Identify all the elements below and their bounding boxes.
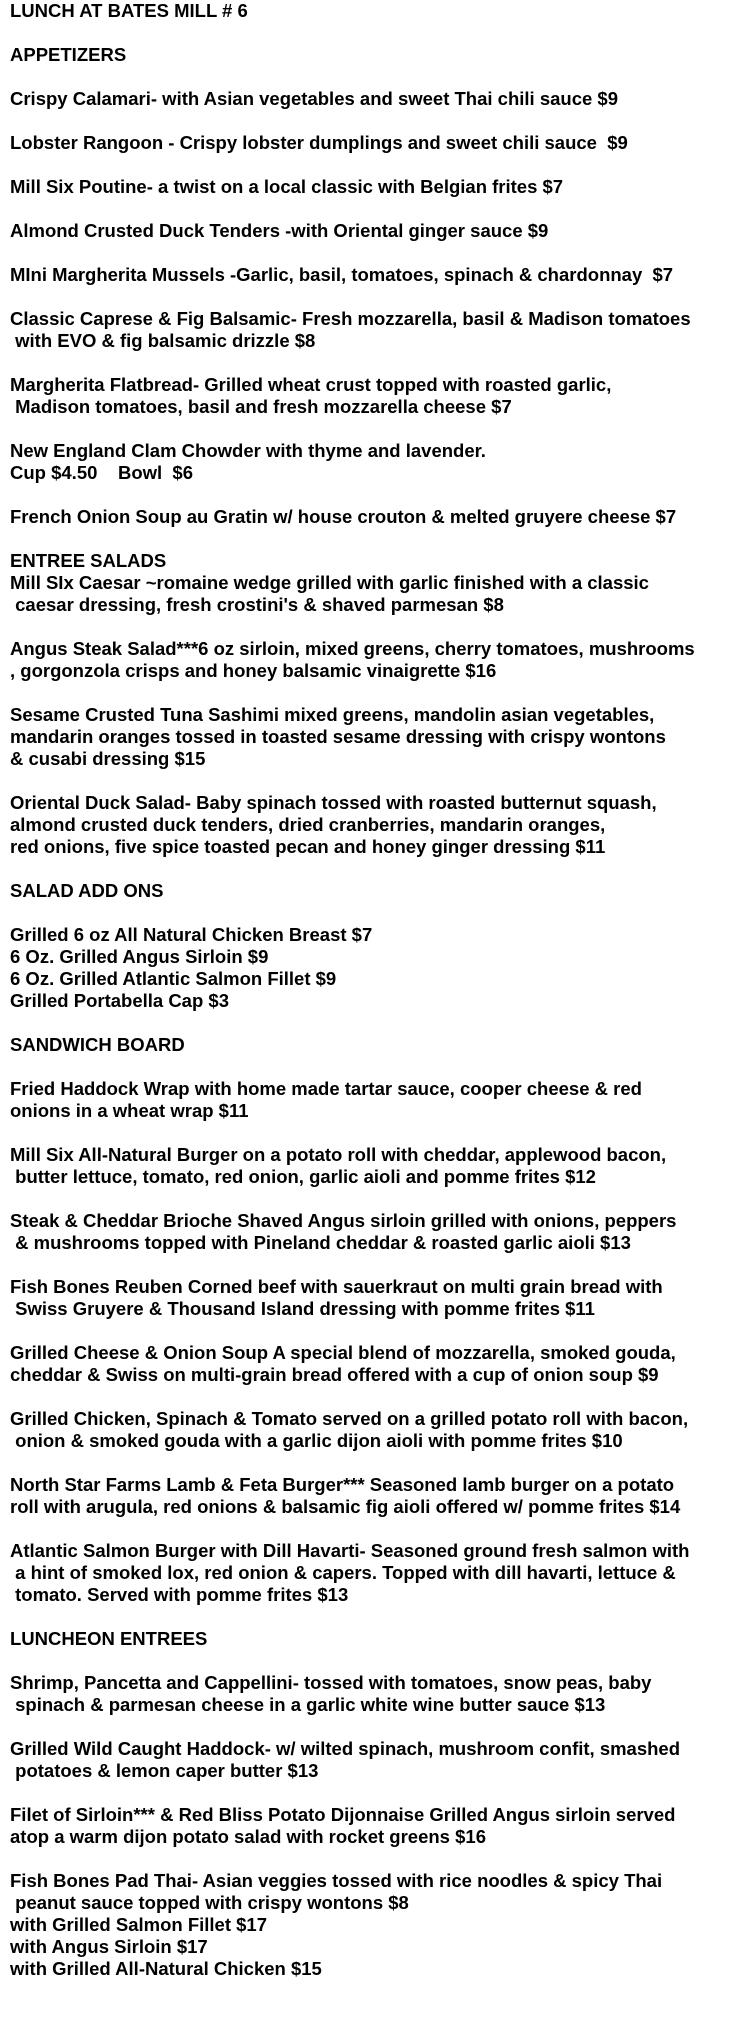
menu-item: Crispy Calamari- with Asian vegetables and sweet Thai chili sauce $9 [10, 88, 618, 109]
menu-item: Grilled Chicken, Spinach & Tomato served on a grilled potato roll with bacon, onion & smoked gouda with a garlic dijon aioli with pomme frites $10 [10, 1408, 689, 1451]
menu-item: Grilled Cheese & Onion Soup A special blend of mozzarella, smoked gouda, cheddar & Swiss on multi-grain bread offered with a cup of onion soup $9 [10, 1342, 676, 1385]
menu-item: Steak & Cheddar Brioche Shaved Angus sirloin grilled with onions, peppers & mushrooms topped with Pineland cheddar & roasted garlic aioli $13 [10, 1210, 677, 1253]
section-heading-entree-salads: ENTREE SALADS [10, 550, 167, 571]
menu-item: MIni Margherita Mussels -Garlic, basil, tomatoes, spinach & chardonnay $7 [10, 264, 674, 285]
menu-item: Almond Crusted Duck Tenders -with Oriental ginger sauce $9 [10, 220, 549, 241]
menu-item: Filet of Sirloin*** & Red Bliss Potato Dijonnaise Grilled Angus sirloin served atop a warm dijon potato salad with rocket greens $16 [10, 1804, 676, 1847]
add-on-list [10, 924, 750, 1012]
section-heading-salad-add-ons: SALAD ADD ONS [10, 880, 164, 901]
add-on-item: Grilled Portabella Cap $3 [10, 990, 229, 1011]
menu-item: Atlantic Salmon Burger with Dill Havarti- Seasoned ground fresh salmon with a hint of smoked lox, red onion & capers. Topped with dill havarti, lettuce & tomato. Served with pomme frites $13 [10, 1540, 690, 1605]
menu-item: Angus Steak Salad***6 oz sirloin, mixed greens, cherry tomatoes, mushrooms , gorgonzola crisps and honey balsamic vinaigrette $16 [10, 638, 695, 681]
section-heading-appetizers: APPETIZERS [10, 44, 127, 65]
menu-title: LUNCH AT BATES MILL # 6 [10, 0, 248, 21]
menu-item: Lobster Rangoon - Crispy lobster dumplings and sweet chili sauce $9 [10, 132, 628, 153]
menu-item: Oriental Duck Salad- Baby spinach tossed with roasted butternut squash, almond crusted duck tenders, dried cranberries, mandarin oranges, red onions, five spice toasted pecan and honey ginger dressing $11 [10, 792, 657, 857]
menu-item: French Onion Soup au Gratin w/ house crouton & melted gruyere cheese $7 [10, 506, 677, 527]
add-on-item: 6 Oz. Grilled Angus Sirloin $9 [10, 946, 269, 967]
menu-item: Mill SIx Caesar ~romaine wedge grilled with garlic finished with a classic caesar dressing, fresh crostini's & shaved parmesan $8 [10, 572, 649, 615]
menu-item: North Star Farms Lamb & Feta Burger*** Seasoned lamb burger on a potato roll with arugula, red onions & balsamic fig aioli offered w/ pomme frites $14 [10, 1474, 681, 1517]
menu-item: Sesame Crusted Tuna Sashimi mixed greens, mandolin asian vegetables, mandarin oranges tossed in toasted sesame dressing with crispy wontons & cusabi dressing $15 [10, 704, 666, 769]
add-on-item: 6 Oz. Grilled Atlantic Salmon Fillet $9 [10, 968, 337, 989]
menu-item: Classic Caprese & Fig Balsamic- Fresh mozzarella, basil & Madison tomatoes with EVO & fig balsamic drizzle $8 [10, 308, 691, 351]
menu-item: Fish Bones Pad Thai- Asian veggies tossed with rice noodles & spicy Thai peanut sauce topped with crispy wontons $8 with Grilled Salmon Fillet $17 with Angus Sirloin $17 with Grilled All-Natural Chicken $15 [10, 1870, 663, 1979]
menu-item: Fried Haddock Wrap with home made tartar sauce, cooper cheese & red onions in a wheat wrap $11 [10, 1078, 642, 1121]
menu-item: Grilled Wild Caught Haddock- w/ wilted spinach, mushroom confit, smashed potatoes & lemon caper butter $13 [10, 1738, 681, 1781]
menu-item: New England Clam Chowder with thyme and lavender. Cup $4.50 Bowl $6 [10, 440, 486, 483]
add-on-item: Grilled 6 oz All Natural Chicken Breast $7 [10, 924, 373, 945]
section-heading-luncheon-entrees: LUNCHEON ENTREES [10, 1628, 208, 1649]
menu-item: Margherita Flatbread- Grilled wheat crust topped with roasted garlic, Madison tomatoes, basil and fresh mozzarella cheese $7 [10, 374, 612, 417]
menu-item: Fish Bones Reuben Corned beef with sauerkraut on multi grain bread with Swiss Gruyere & Thousand Island dressing with pomme frites $11 [10, 1276, 663, 1319]
menu-item: Mill Six All-Natural Burger on a potato roll with cheddar, applewood bacon, butter lettuce, tomato, red onion, garlic aioli and pomme frites $12 [10, 1144, 667, 1187]
menu-item: Mill Six Poutine- a twist on a local classic with Belgian frites $7 [10, 176, 564, 197]
section-heading-sandwich-board: SANDWICH BOARD [10, 1034, 185, 1055]
menu-item: Shrimp, Pancetta and Cappellini- tossed with tomatoes, snow peas, baby spinach & parmesan cheese in a garlic white wine butter sauce $13 [10, 1672, 652, 1715]
